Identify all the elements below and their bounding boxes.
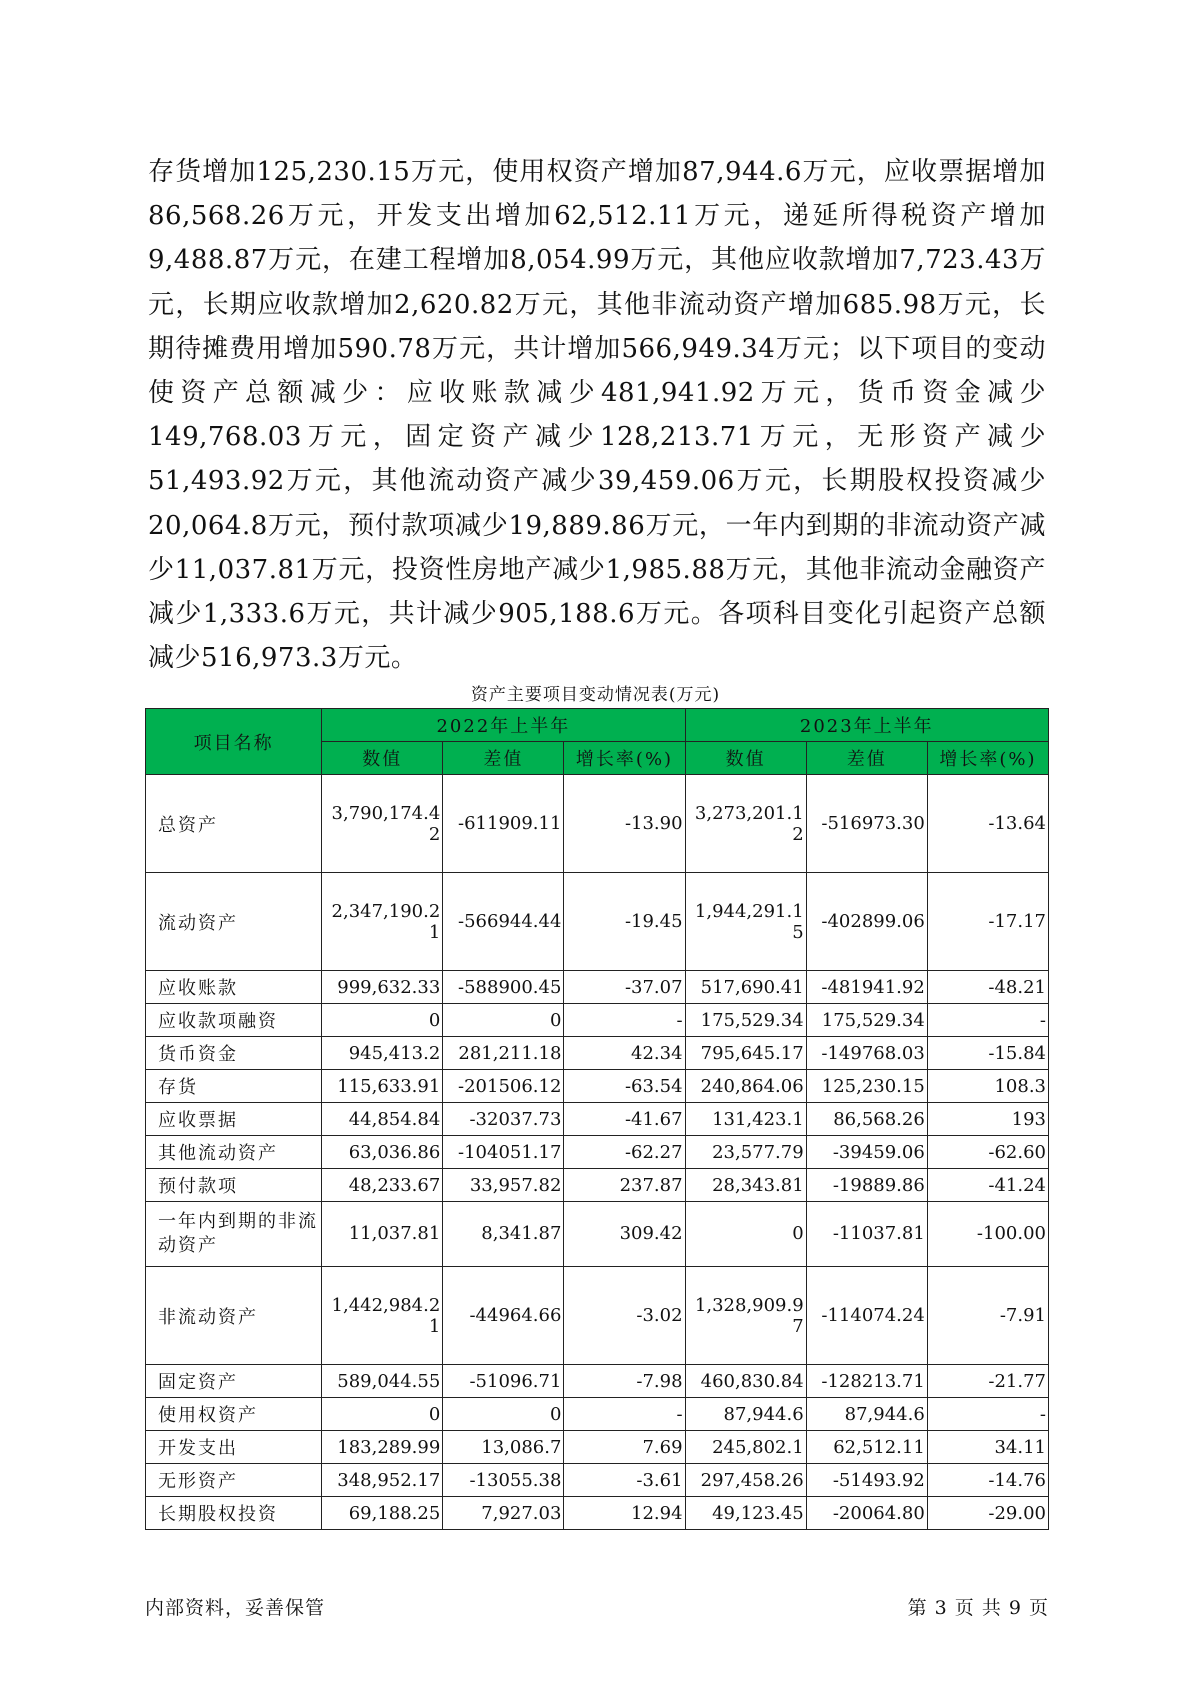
row-item-name: 固定资产 xyxy=(146,1365,322,1398)
cell-growth-2022: 12.94 xyxy=(564,1497,685,1530)
header-period-2022: 2022年上半年 xyxy=(322,709,685,742)
row-item-name: 应收账款 xyxy=(146,971,322,1004)
cell-value-2023: 3,273,201.12 xyxy=(685,775,806,873)
cell-growth-2023: -14.76 xyxy=(927,1464,1048,1497)
cell-value-2022: 0 xyxy=(322,1398,443,1431)
header-period-2023: 2023年上半年 xyxy=(685,709,1048,742)
header-growth: 增长率(%) xyxy=(927,742,1048,775)
table-row xyxy=(146,1202,1049,1267)
cell-value-2022: 48,233.67 xyxy=(322,1169,443,1202)
cell-value-2022: 3,790,174.42 xyxy=(322,775,443,873)
cell-value-2022: 999,632.33 xyxy=(322,971,443,1004)
cell-diff-2023: -19889.86 xyxy=(806,1169,927,1202)
cell-growth-2023: -100.00 xyxy=(927,1202,1048,1267)
cell-value-2023: 1,944,291.15 xyxy=(685,873,806,971)
cell-diff-2022: 281,211.18 xyxy=(443,1037,564,1070)
cell-growth-2022: -3.02 xyxy=(564,1267,685,1365)
cell-diff-2022: -566944.44 xyxy=(443,873,564,971)
cell-growth-2023: - xyxy=(927,1398,1048,1431)
table-row xyxy=(146,1497,1049,1530)
cell-value-2023: 0 xyxy=(685,1202,806,1267)
row-item-name: 其他流动资产 xyxy=(146,1136,322,1169)
cell-diff-2022: 8,341.87 xyxy=(443,1202,564,1267)
cell-value-2023: 517,690.41 xyxy=(685,971,806,1004)
footer-confidential-note: 内部资料，妥善保管 xyxy=(145,1597,326,1619)
header-growth: 增长率(%) xyxy=(564,742,685,775)
cell-diff-2022: -104051.17 xyxy=(443,1136,564,1169)
cell-growth-2022: 237.87 xyxy=(564,1169,685,1202)
cell-value-2022: 589,044.55 xyxy=(322,1365,443,1398)
table-row xyxy=(146,873,1049,971)
cell-value-2022: 0 xyxy=(322,1004,443,1037)
table-row xyxy=(146,1004,1049,1037)
cell-growth-2023: -29.00 xyxy=(927,1497,1048,1530)
cell-value-2022: 11,037.81 xyxy=(322,1202,443,1267)
row-item-name: 应收款项融资 xyxy=(146,1004,322,1037)
cell-diff-2022: -588900.45 xyxy=(443,971,564,1004)
cell-growth-2022: -7.98 xyxy=(564,1365,685,1398)
table-caption: 资产主要项目变动情况表(万元) xyxy=(470,685,721,705)
table-row xyxy=(146,1431,1049,1464)
table-row xyxy=(146,1398,1049,1431)
row-item-name: 流动资产 xyxy=(146,873,322,971)
cell-diff-2023: -128213.71 xyxy=(806,1365,927,1398)
cell-diff-2022: 13,086.7 xyxy=(443,1431,564,1464)
cell-value-2022: 115,633.91 xyxy=(322,1070,443,1103)
cell-value-2023: 175,529.34 xyxy=(685,1004,806,1037)
cell-value-2023: 23,577.79 xyxy=(685,1136,806,1169)
body-text: 存货增加125,230.15万元，使用权资产增加87,944.6万元，应收票据增加86,568.26万元，开发支出增加62,512.11万元，递延所得税资产增加9,488.87万元，在建工程增加8,054.99万元，其他应收款增加7,723.43万元，长期应收款增加2,620.82万元，其他非流动资产增加685.98万元，长期待摊费用增加590.78万元，共计增加566,949.34万元；以下项目的变动使资产总额减少：应收账款减少481,941.92万元，货币资金减少149,768.03万元，固定资产减少128,213.71万元，无形资产减少51,493.92万元，其他流动资产减少39,459.06万元，长期股权投资减少20,064.8万元，预付款项减少19,889.86万元，一年内到期的非流动资产减少11,037.81万元，投资性房地产减少1,985.88万元，其他非流动金融资产减少1,333.6万元，共计减少905,188.6万元。各项科目变化引起资产总额减少516,973.3万元。 xyxy=(148,157,1046,674)
cell-value-2022: 69,188.25 xyxy=(322,1497,443,1530)
body-paragraph xyxy=(148,150,1046,680)
cell-growth-2022: 7.69 xyxy=(564,1431,685,1464)
table-row xyxy=(146,971,1049,1004)
table-row xyxy=(146,1103,1049,1136)
cell-value-2023: 131,423.1 xyxy=(685,1103,806,1136)
cell-value-2022: 63,036.86 xyxy=(322,1136,443,1169)
cell-diff-2023: -11037.81 xyxy=(806,1202,927,1267)
cell-growth-2022: -62.27 xyxy=(564,1136,685,1169)
cell-diff-2023: -39459.06 xyxy=(806,1136,927,1169)
cell-diff-2023: -51493.92 xyxy=(806,1464,927,1497)
cell-growth-2022: -41.67 xyxy=(564,1103,685,1136)
cell-value-2022: 183,289.99 xyxy=(322,1431,443,1464)
cell-diff-2022: 0 xyxy=(443,1398,564,1431)
cell-diff-2022: -611909.11 xyxy=(443,775,564,873)
cell-diff-2022: 7,927.03 xyxy=(443,1497,564,1530)
cell-growth-2022: -13.90 xyxy=(564,775,685,873)
table-row xyxy=(146,1136,1049,1169)
cell-diff-2023: -516973.30 xyxy=(806,775,927,873)
table-row xyxy=(146,1267,1049,1365)
row-item-name: 货币资金 xyxy=(146,1037,322,1070)
cell-growth-2023: -41.24 xyxy=(927,1169,1048,1202)
cell-value-2022: 44,854.84 xyxy=(322,1103,443,1136)
row-item-name: 应收票据 xyxy=(146,1103,322,1136)
cell-diff-2022: -13055.38 xyxy=(443,1464,564,1497)
row-item-name: 总资产 xyxy=(146,775,322,873)
row-item-name: 长期股权投资 xyxy=(146,1497,322,1530)
cell-value-2023: 1,328,909.97 xyxy=(685,1267,806,1365)
cell-diff-2023: 87,944.6 xyxy=(806,1398,927,1431)
cell-diff-2023: -149768.03 xyxy=(806,1037,927,1070)
cell-value-2023: 28,343.81 xyxy=(685,1169,806,1202)
cell-value-2022: 945,413.2 xyxy=(322,1037,443,1070)
cell-value-2023: 795,645.17 xyxy=(685,1037,806,1070)
cell-diff-2023: -20064.80 xyxy=(806,1497,927,1530)
table-row xyxy=(146,1464,1049,1497)
row-item-name: 一年内到期的非流动资产 xyxy=(146,1202,322,1267)
cell-growth-2022: - xyxy=(564,1398,685,1431)
cell-growth-2022: -3.61 xyxy=(564,1464,685,1497)
cell-growth-2023: -7.91 xyxy=(927,1267,1048,1365)
cell-diff-2022: 33,957.82 xyxy=(443,1169,564,1202)
cell-growth-2022: -63.54 xyxy=(564,1070,685,1103)
cell-growth-2022: 42.34 xyxy=(564,1037,685,1070)
cell-value-2022: 2,347,190.21 xyxy=(322,873,443,971)
cell-growth-2023: -17.17 xyxy=(927,873,1048,971)
cell-value-2022: 348,952.17 xyxy=(322,1464,443,1497)
cell-growth-2023: -13.64 xyxy=(927,775,1048,873)
header-diff: 差值 xyxy=(806,742,927,775)
table-row xyxy=(146,1037,1049,1070)
cell-growth-2022: 309.42 xyxy=(564,1202,685,1267)
cell-growth-2023: 108.3 xyxy=(927,1070,1048,1103)
cell-value-2023: 245,802.1 xyxy=(685,1431,806,1464)
header-item-name: 项目名称 xyxy=(146,709,322,775)
footer-page-number: 第 3 页 共 9 页 xyxy=(907,1597,1049,1619)
cell-value-2023: 297,458.26 xyxy=(685,1464,806,1497)
cell-growth-2023: - xyxy=(927,1004,1048,1037)
table-row xyxy=(146,775,1049,873)
row-item-name: 无形资产 xyxy=(146,1464,322,1497)
row-item-name: 存货 xyxy=(146,1070,322,1103)
cell-value-2022: 1,442,984.21 xyxy=(322,1267,443,1365)
cell-growth-2023: 34.11 xyxy=(927,1431,1048,1464)
row-item-name: 非流动资产 xyxy=(146,1267,322,1365)
cell-growth-2023: -62.60 xyxy=(927,1136,1048,1169)
row-item-name: 预付款项 xyxy=(146,1169,322,1202)
cell-diff-2023: -114074.24 xyxy=(806,1267,927,1365)
cell-growth-2023: -15.84 xyxy=(927,1037,1048,1070)
cell-diff-2023: -402899.06 xyxy=(806,873,927,971)
header-value: 数值 xyxy=(685,742,806,775)
cell-diff-2023: 62,512.11 xyxy=(806,1431,927,1464)
asset-change-table xyxy=(145,708,1049,1530)
cell-value-2023: 460,830.84 xyxy=(685,1365,806,1398)
cell-growth-2022: - xyxy=(564,1004,685,1037)
cell-diff-2023: 125,230.15 xyxy=(806,1070,927,1103)
table-row xyxy=(146,1169,1049,1202)
cell-growth-2023: 193 xyxy=(927,1103,1048,1136)
cell-growth-2023: -48.21 xyxy=(927,971,1048,1004)
cell-value-2023: 240,864.06 xyxy=(685,1070,806,1103)
cell-growth-2022: -37.07 xyxy=(564,971,685,1004)
cell-diff-2022: -201506.12 xyxy=(443,1070,564,1103)
row-item-name: 开发支出 xyxy=(146,1431,322,1464)
cell-diff-2022: 0 xyxy=(443,1004,564,1037)
cell-value-2023: 49,123.45 xyxy=(685,1497,806,1530)
cell-diff-2023: 86,568.26 xyxy=(806,1103,927,1136)
row-item-name: 使用权资产 xyxy=(146,1398,322,1431)
table-body xyxy=(146,775,1049,1530)
cell-diff-2022: -32037.73 xyxy=(443,1103,564,1136)
cell-diff-2023: 175,529.34 xyxy=(806,1004,927,1037)
cell-diff-2022: -51096.71 xyxy=(443,1365,564,1398)
cell-diff-2023: -481941.92 xyxy=(806,971,927,1004)
cell-value-2023: 87,944.6 xyxy=(685,1398,806,1431)
header-value: 数值 xyxy=(322,742,443,775)
table-row xyxy=(146,1365,1049,1398)
cell-growth-2023: -21.77 xyxy=(927,1365,1048,1398)
cell-diff-2022: -44964.66 xyxy=(443,1267,564,1365)
header-diff: 差值 xyxy=(443,742,564,775)
cell-growth-2022: -19.45 xyxy=(564,873,685,971)
table-row xyxy=(146,1070,1049,1103)
